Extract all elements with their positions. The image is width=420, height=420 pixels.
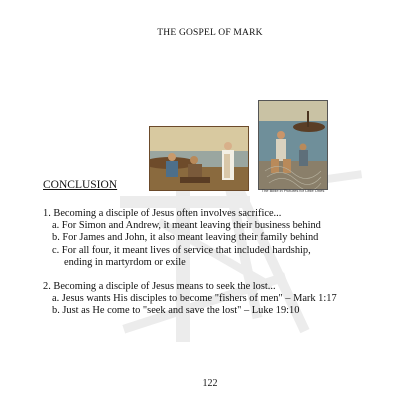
point-1a: a. For Simon and Andrew, it meant leaving their business behind — [52, 220, 321, 232]
point-2a: a. Jesus wants His disciples to become "fishers of men" – Mark 1:17 — [52, 293, 337, 305]
image-caption: The Bible in Pictures for Little Ones — [261, 188, 325, 193]
page-number: 122 — [202, 378, 218, 389]
point-1b: b. For James and John, it also meant leaving their family behind — [52, 232, 319, 244]
conclusion-body — [43, 208, 383, 318]
point-1c: c. For all four, it meant lives of service that included hardship, — [52, 244, 311, 256]
page-header-title: THE GOSPEL OF MARK — [157, 28, 263, 38]
section-heading: CONCLUSION — [43, 179, 118, 191]
spacer — [43, 269, 383, 281]
point-1c-continuation: ending in martyrdom or exile — [64, 256, 186, 268]
point-2: 2. Becoming a disciple of Jesus means to seek the lost... — [43, 281, 276, 293]
jesus-calls-fishermen-painting-icon — [149, 126, 249, 191]
point-1: 1. Becoming a disciple of Jesus often involves sacrifice... — [43, 208, 282, 219]
fishermen-casting-nets-painting-icon — [258, 100, 328, 190]
point-2b: b. Just as He come to "seek and save the lost" – Luke 19:10 — [52, 305, 300, 317]
